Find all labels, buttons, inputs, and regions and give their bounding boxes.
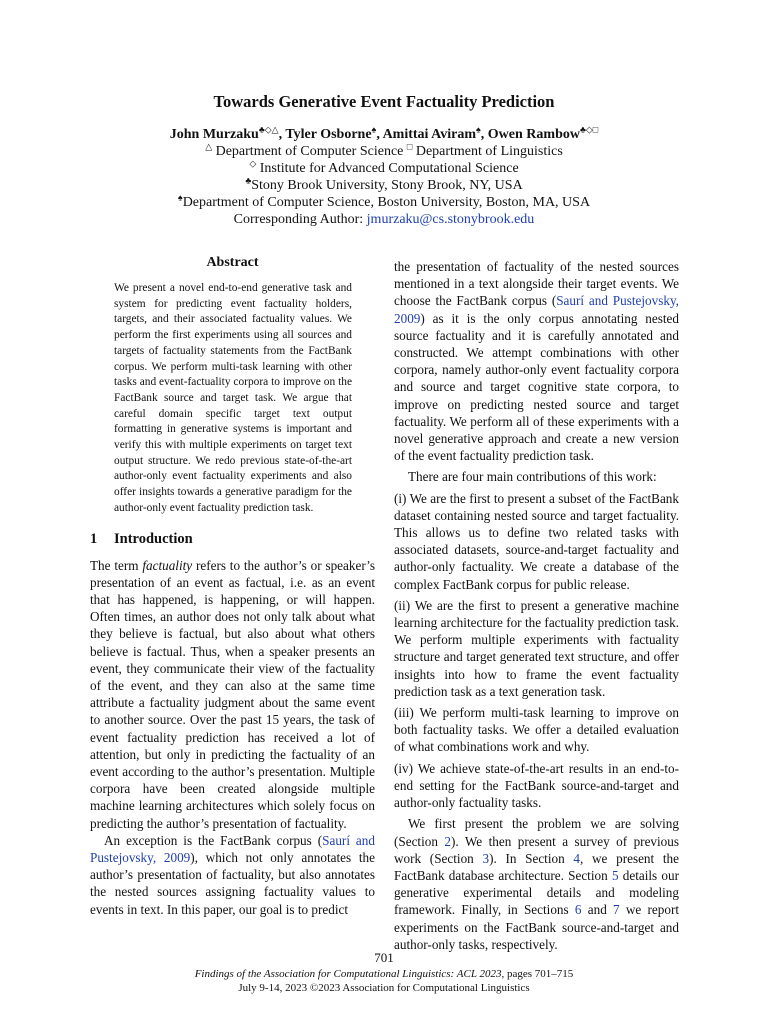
author-name: Amittai Aviram [382, 127, 477, 142]
contribution-4: (iv) We achieve state-of-the-art results in an end-to-end setting for the FactBank source-and-target and author-only factuality tasks. [394, 760, 679, 811]
affiliation-marks: ♠ [476, 124, 481, 135]
affiliation-mark: ◇ [249, 158, 257, 169]
author-separator: , [480, 127, 488, 142]
left-column [90, 255, 375, 918]
venue-line [0, 968, 768, 980]
affiliation-boston: Department of Computer Science, Boston University, Boston, MA, USA [182, 195, 591, 210]
author-names [0, 126, 768, 143]
text-run: ) as it is the only corpus annotating nested source factuality and it is carefully annotated and constructed. We attempt combinations with other corpora, namely author-only event factuality corpora and source and target cognitive state corpora, to improve on predicting nested source and target factuality. We perform all of these experiments with a novel generative approach and create a new version of the event factuality prediction task. [394, 310, 679, 464]
contribution-2: (ii) We are the first to present a generative machine learning architecture for the factuality prediction task. We perform multiple experiments with factuality structure and target generated text structure, and offer insights into how to frame the event factuality prediction task as a text generation task. [394, 597, 679, 699]
text-run: The term [90, 557, 143, 573]
affiliation-marks: ♣◇□ [579, 124, 599, 135]
text-run: ). In Section [489, 850, 574, 866]
abstract-text: We present a novel end-to-end generative task and system for predicting event factuality holders, targets, and their associated factuality values. We perform the first experiments using all sources and targets of factuality statements from the FactBank corpus. We perform multi-task learning with other tasks and event-factuality corpora to improve on the FactBank source and target task. We argue that careful domain specific target text output formatting in generative systems is important and verify this with multiple experiments on target text output structure. We redo previous state-of-the-art author-only event factuality experiments and also offer insights towards a generative paradigm for the author-only event factuality prediction task. [114, 282, 352, 514]
affiliation-cs: Department of Computer Science [215, 144, 404, 159]
section-ref-link[interactable]: 6 [574, 902, 582, 918]
section-ref-link[interactable]: 4 [573, 850, 581, 866]
text-run: ), which not only annotates the author’s presentation of factuality, but also annotates the nested sources assigning factuality values to events in text. In this paper, our goal is to predict [90, 850, 375, 917]
text-run: An exception is the FactBank corpus ( [104, 832, 323, 848]
text-run: details our generative experimental details and modeling framework. Finally, in Sections [394, 867, 679, 918]
section-heading-introduction [90, 531, 375, 548]
text-run: we report experiments on the FactBank source-and-target and author-only tasks, respectively. [394, 902, 680, 952]
author-name: Owen Rambow [487, 127, 580, 142]
affiliation-linguistics: Department of Linguistics [415, 144, 563, 159]
venue-pages: , pages 701–715 [501, 968, 574, 980]
corresponding-author [0, 211, 768, 228]
affiliation-marks: ♠ [371, 124, 377, 135]
copyright-line: July 9-14, 2023 ©2023 Association for Computational Linguistics [238, 982, 530, 994]
contribution-3: (iii) We perform multi-task learning to improve on both factuality tasks. We offer a detailed evaluation of what combinations work and why. [394, 705, 679, 755]
email-link[interactable]: jmurzaku@cs.stonybrook.edu [366, 212, 535, 227]
section-ref-link[interactable]: 3 [482, 850, 490, 866]
text-run: and [581, 902, 614, 918]
intro-paragraph-1 [90, 557, 375, 832]
affiliation-line [0, 194, 768, 211]
affiliation-mark: □ [406, 141, 413, 152]
paper-title: Towards Generative Event Factuality Prediction [213, 92, 555, 111]
author-separator: , [376, 127, 383, 142]
page-number: 701 [374, 950, 394, 965]
right-column [394, 258, 679, 957]
intro-paragraph-2 [90, 832, 375, 918]
citation-link[interactable]: Saurí and Pustejovsky, 2009 [90, 832, 375, 865]
affiliation-mark: ♠ [177, 192, 183, 203]
affiliation-stony-brook: Stony Brook University, Stony Brook, NY, USA [251, 178, 523, 193]
author-separator: , [278, 127, 286, 142]
corresponding-label: Corresponding Author: [233, 212, 367, 227]
text-run: , we present the FactBank database architecture. Section [394, 850, 679, 883]
affiliation-iacs: Institute for Advanced Computational Science [259, 161, 519, 176]
abstract-heading: Abstract [206, 255, 259, 270]
text-run: the presentation of factuality of the nested sources mentioned in a text alongside their target events. We choose the FactBank corpus ( [394, 259, 679, 309]
text-run: refers to the author’s or speaker’s presentation of an event as factual, i.e. as an event that has happened, is happening, or will happen. Often times, an author does not only talk about what they believe is factual, but also about what others believe is factual. Thus, when a speaker presents an event, they communicate their view of the factuality of the event, and they can also at the same time attribute a factuality judgment about the same event to another source. Over the past 15 years, the task of event factuality prediction has received a lot of attention, but only in predicting the factuality of an event according to the author’s presentation. Multiple corpora have been created alongside multiple machine learning architectures which solely focus on predicting the author’s presentation of factuality. [90, 557, 375, 831]
text-run: ). We then present a survey of previous work (Section [394, 833, 679, 866]
intro-paragraph-outline [394, 815, 679, 953]
affiliation-mark: ♣ [245, 175, 252, 186]
affiliation-line [0, 177, 768, 194]
text-run: We first present the problem we are solving (Section [394, 816, 679, 849]
citation-link[interactable]: Saurí and Pustejovsky, 2009 [394, 293, 679, 326]
author-block [0, 126, 768, 228]
section-ref-link[interactable]: 7 [613, 902, 620, 918]
section-ref-link[interactable]: 2 [444, 833, 451, 849]
section-number: 1 [90, 530, 98, 547]
author-name: John Murzaku [169, 127, 259, 142]
contributions-intro: There are four main contributions of this work: [408, 469, 657, 485]
intro-paragraph-3 [394, 258, 679, 464]
affiliation-mark: △ [205, 141, 213, 152]
affiliation-line [0, 143, 768, 160]
author-name: Tyler Osborne [285, 127, 372, 142]
section-title: Introduction [114, 530, 193, 547]
venue-name: Findings of the Association for Computational Linguistics: ACL 2023 [194, 968, 502, 980]
affiliation-line [0, 160, 768, 177]
affiliation-marks: ♣◇△ [258, 124, 279, 135]
emphasis-factuality: factuality [142, 557, 193, 573]
contribution-1: (i) We are the first to present a subset of the FactBank dataset containing nested source and target factuality. This allows us to define two related tasks with associated datasets, source-and-target factuality and author-only factuality. We create a database of the complex FactBank corpus for public release. [394, 490, 679, 592]
section-ref-link[interactable]: 5 [611, 867, 619, 883]
